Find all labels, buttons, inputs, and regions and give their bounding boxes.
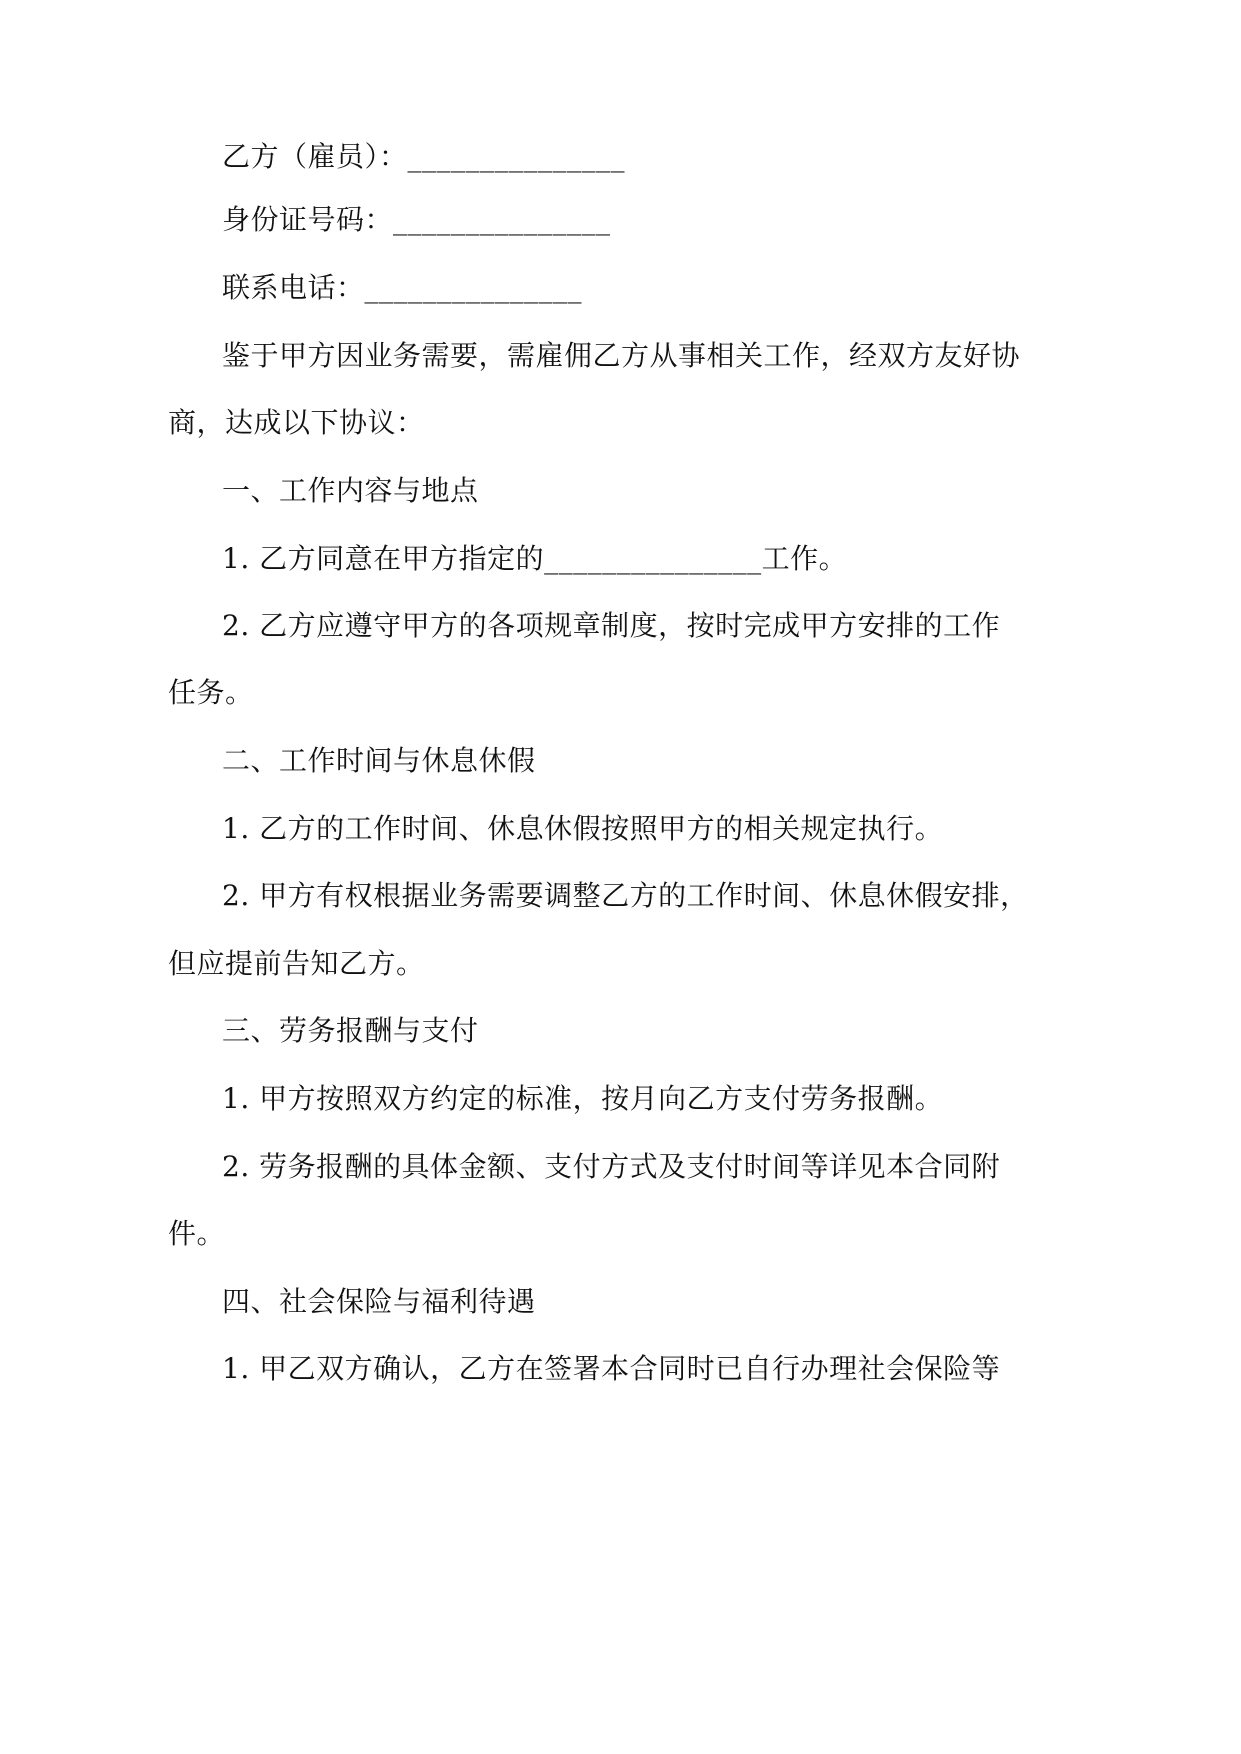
id-number-line: 身份证号码：_______________	[222, 203, 611, 236]
contact-phone-line: 联系电话：_______________	[222, 271, 583, 304]
clause-2-1: 1. 乙方的工作时间、休息休假按照甲方的相关规定执行。	[222, 812, 944, 845]
clause-1-2-line-2: 任务。	[168, 676, 254, 709]
section-heading-4: 四、社会保险与福利待遇	[222, 1285, 536, 1318]
section-heading-2: 二、工作时间与休息休假	[222, 744, 536, 777]
clause-3-2-line-2: 件。	[168, 1217, 226, 1250]
party-b-employee-line: 乙方（雇员）：_______________	[222, 140, 626, 173]
clause-1-2-line-1: 2. 乙方应遵守甲方的各项规章制度，按时完成甲方安排的工作	[222, 609, 1001, 642]
section-heading-3: 三、劳务报酬与支付	[222, 1014, 479, 1047]
clause-1-1: 1. 乙方同意在甲方指定的_______________工作。	[222, 542, 848, 575]
clause-3-2-line-1: 2. 劳务报酬的具体金额、支付方式及支付时间等详见本合同附	[222, 1150, 1001, 1183]
clause-2-2-line-1: 2. 甲方有权根据业务需要调整乙方的工作时间、休息休假安排，	[222, 879, 1029, 912]
clause-4-1-line-1: 1. 甲乙双方确认，乙方在签署本合同时已自行办理社会保险等	[222, 1352, 1001, 1385]
preamble-line-2: 商，达成以下协议：	[168, 406, 425, 439]
clause-3-1: 1. 甲方按照双方约定的标准，按月向乙方支付劳务报酬。	[222, 1082, 944, 1115]
preamble-line-1: 鉴于甲方因业务需要，需雇佣乙方从事相关工作，经双方友好协	[222, 339, 1021, 372]
section-heading-1: 一、工作内容与地点	[222, 474, 479, 507]
clause-2-2-line-2: 但应提前告知乙方。	[168, 947, 425, 980]
